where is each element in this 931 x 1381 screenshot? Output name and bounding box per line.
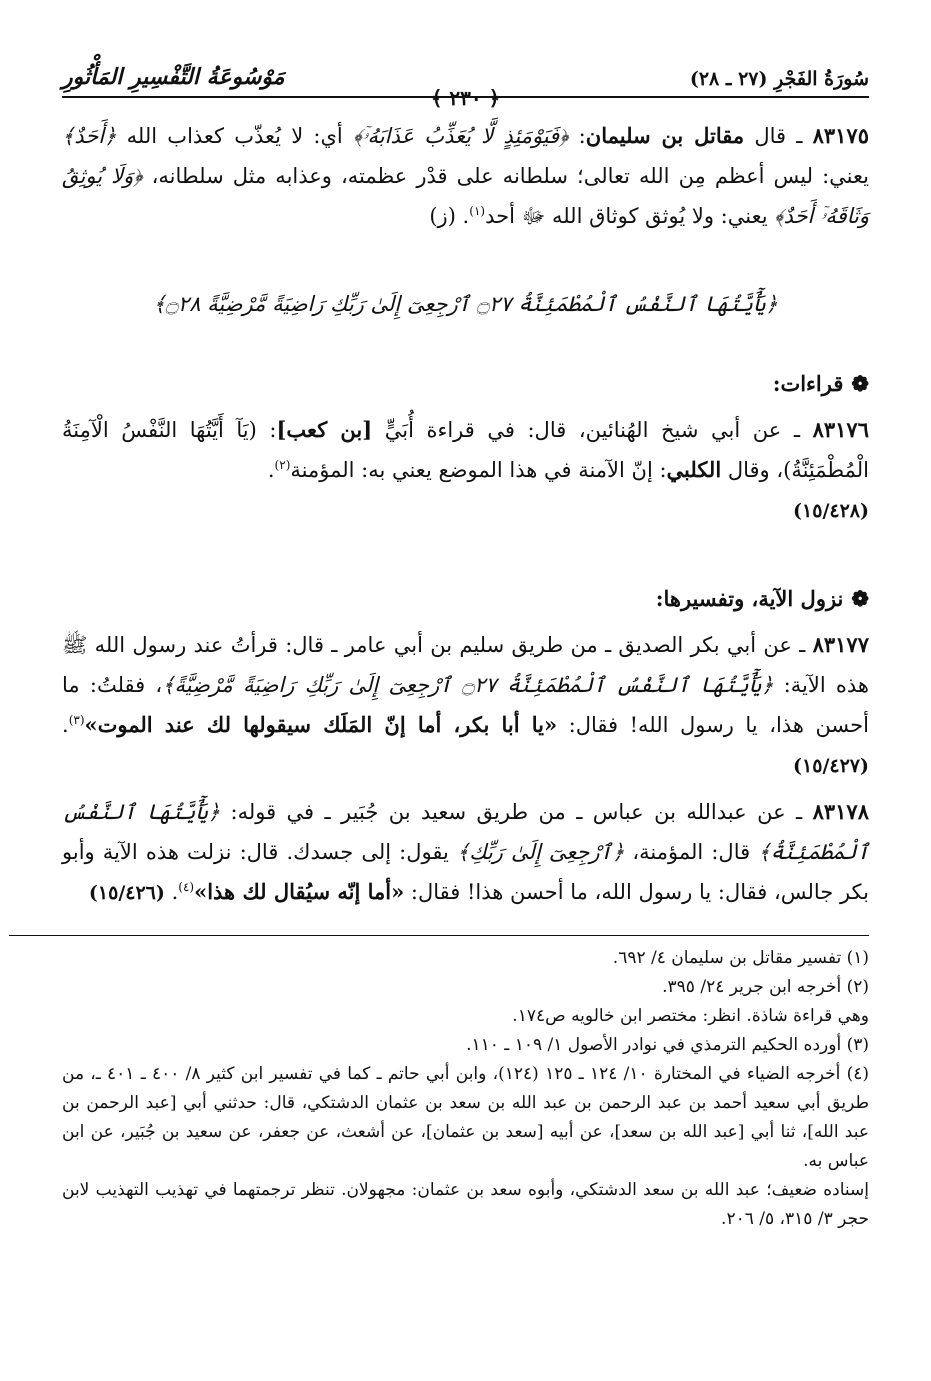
quran-quote: ﴿يَٰٓأَيَّتُهَا ٱلنَّفْسُ ٱلْمُطْمَئِنَّةُ﴾	[62, 800, 869, 864]
footnote-ref[interactable]: (٢)	[274, 458, 291, 472]
text-run: :	[568, 124, 586, 148]
text-run: أي: لا يُعذّب كعذاب الله	[116, 124, 353, 148]
entry-number: ٨٣١٧٦	[812, 417, 869, 442]
surah-title: سُورَةُ الفَجْرِ (٢٧ ـ ٢٨)	[689, 68, 869, 90]
text-run: .	[62, 713, 69, 737]
footnote-3: (٣) أورده الحكيم الترمذي في نوادر الأصول ١/ ١٠٩ ـ ١١٠.	[466, 1035, 869, 1055]
footnote-ref[interactable]: (١)	[469, 204, 486, 218]
footnote-2-note: وهي قراءة شاذة. انظر: مختصر ابن خالويه ص١٧٤.	[512, 1006, 869, 1026]
heading-label: قراءات:	[772, 371, 844, 396]
footnotes	[62, 944, 869, 1234]
text-run: ـ عن أبي شيخ الهُنائين، قال: في قراءة أُبَيٍّ	[372, 418, 813, 442]
verse-block: ﴿يَٰٓأَيَّتُهَا ٱلنَّفْسُ ٱلْمُطْمَئِنَّةُ ۝٢٧ ٱرْجِعِىٓ إِلَىٰ رَبِّكِ رَاضِيَةً مَّرْضِيَّةً ۝٢٨﴾	[153, 292, 778, 316]
text-run: ـ عن عبدالله بن عباس ـ من طريق سعيد بن جُبَير ـ في قوله:	[220, 800, 813, 824]
footnote-1: (١) تفسير مقاتل بن سليمان ٤/ ٦٩٢.	[612, 948, 869, 968]
footnote-4: (٤) أخرجه الضياء في المختارة ١٠/ ١٢٤ ـ ١٢٥ (١٢٤)، وابن أبي حاتم ـ كما في تفسير ابن كثير ٨/ ٤٠٠ ـ ٤٠١ ـ، من طريق أبي سعيد أحمد بن عبد الرحمن بن عبد الله بن سعد بن عثمان الدشتكي، قال: حدثني أبي [عبد الرحمن بن عبد الله]، ثنا أبي [عبد الله بن سعد]، عن أبيه [سعد بن عثمان]، عن أشعث، عن جعفر، عن سعيد بن جُبَير، عن ابن عباس به.	[62, 1064, 870, 1171]
text-run: : (يَآ أَيَّتُهَا النَّفْسُ الْآمِنَةُ الْمُطْمَئِنَّةُ)، وقال	[62, 418, 869, 482]
flower-icon: ❁	[851, 586, 869, 611]
quran-quote: ﴿يَٰٓأَيَّتُهَا ٱلنَّفْسُ ٱلْمُطْمَئِنَّةُ ۝٢٧ ٱرْجِعِىٓ إِلَىٰ رَبِّكِ رَاضِيَةً مَّرْضِيَّةً﴾	[162, 673, 774, 697]
text-run: .	[164, 880, 179, 904]
quran-quote: ﴿أَحَدٌ﴾	[62, 124, 117, 148]
footnote-4-note: إسناده ضعيف؛ عبد الله بن سعد الدشتكي، وأبوه سعد بن عثمان: مجهولان. تنظر ترجمتهما في تهذيب التهذيب لابن حجر ٣/ ٣١٥، ٥/ ٢٠٦.	[62, 1180, 869, 1229]
book-title: مَوْسُوعَةُ التَّفْسِيرِ المَأْثُورِ	[62, 64, 285, 90]
text-run: . (ز)	[429, 204, 470, 228]
book-page	[62, 50, 869, 1234]
entry-83177	[62, 625, 869, 786]
narrator-name: مقاتل بن سليمان	[585, 123, 745, 148]
bold-text: [بن كعب]	[276, 417, 373, 442]
text-run: يعني: ولا يُوثق كوثاق الله ﷻ أحد	[485, 204, 775, 228]
footnote-ref[interactable]: (٤)	[178, 880, 195, 894]
main-text	[62, 116, 869, 913]
quran-quote: ﴿ٱرْجِعِىٓ إِلَىٰ رَبِّكِ﴾	[456, 840, 625, 864]
flower-icon: ❁	[851, 371, 869, 396]
footnote-ref[interactable]: (٣)	[68, 713, 85, 727]
footnote-2: (٢) أخرجه ابن جرير ٢٤/ ٣٩٥.	[662, 977, 869, 997]
section-heading-qiraat	[62, 364, 869, 404]
heading-label: نزول الآية، وتفسيرها:	[655, 586, 844, 611]
quran-quote: ﴿وَلَا يُوثِقُ وَثَاقَهُۥٓ أَحَدٌ﴾	[62, 164, 869, 228]
source-ref: (١٥/٤٢٧)	[793, 755, 869, 777]
entry-number: ٨٣١٧٧	[812, 632, 869, 657]
text-run: قال: المؤمنة،	[624, 840, 759, 864]
hadith-quote: «يا أبا بكر، أما إنّ المَلَك سيقولها لك عند الموت»	[84, 712, 558, 737]
page-header	[62, 50, 869, 110]
entry-83175	[62, 116, 869, 236]
text-run: يقول: إلى جسدك. قال: نزلت هذه الآية وأبو بكر جالس، فقال: يا رسول الله، ما أحسن هذا! فقال:	[62, 840, 869, 904]
entry-83176	[62, 410, 869, 531]
entry-number: ٨٣١٧٥	[812, 123, 869, 148]
narrator-name: الكلبي	[666, 457, 722, 482]
entry-number: ٨٣١٧٨	[812, 799, 869, 824]
page-number: ﴿ ٢٣٠ ﴾	[430, 86, 501, 110]
section-heading-nuzul	[62, 579, 869, 619]
source-ref: (١٥/٤٢٦)	[88, 882, 165, 904]
hadith-quote: «أما إنّه سيُقال لك هذا»	[194, 879, 405, 904]
text-run: ، فقلتُ: ما أحسن هذا، يا رسول الله! فقال:	[62, 673, 869, 737]
source-ref: (١٥/٤٢٨)	[793, 500, 869, 522]
footnote-rule	[9, 935, 869, 936]
text-run: : إنّ الآمنة في هذا الموضع يعني به: المؤمنة	[290, 458, 667, 482]
text-run: ـ عن أبي بكر الصديق ـ من طريق سليم بن أبي عامر ـ قال: قرأتُ عند رسول الله ﷺ هذه الآية:	[62, 633, 869, 697]
quran-quote: ﴿فَيَوْمَئِذٍ لَّا يُعَذِّبُ عَذَابَهُۥٓ﴾	[352, 124, 569, 148]
entry-83178	[62, 792, 869, 913]
text-run: ـ قال	[744, 124, 813, 148]
text-run: يعني: ليس أعظم مِن الله تعالى؛ سلطانه على قدْر عظمته، وعذابه مثل سلطانه،	[142, 164, 869, 188]
text-run: .	[267, 458, 275, 482]
